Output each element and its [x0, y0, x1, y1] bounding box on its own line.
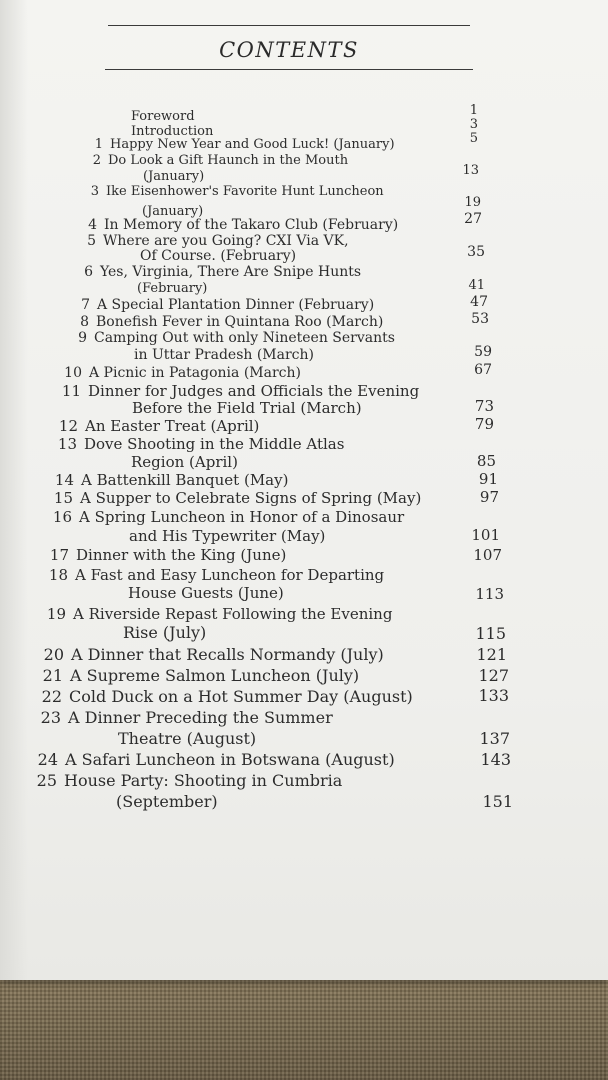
- chapter-number: 10: [64, 365, 82, 381]
- page-number: 27: [464, 211, 482, 227]
- chapter-title: (February): [137, 281, 208, 296]
- chapter-number: 9: [78, 330, 87, 346]
- page-number: 67: [474, 362, 492, 378]
- chapter-title: A Supper to Celebrate Signs of Spring (May): [80, 489, 422, 507]
- toc-entry: [39, 710, 333, 726]
- toc-entry: [47, 548, 286, 563]
- toc-entry: [68, 298, 374, 312]
- chapter-title: Yes, Virginia, There Are Snipe Hunts: [100, 264, 362, 280]
- chapter-title: Bonefish Fever in Quintana Roo (March): [96, 314, 384, 330]
- page-number: 107: [473, 546, 502, 564]
- toc-entry: [137, 282, 207, 295]
- page-number: 143: [480, 750, 511, 769]
- chapter-number: 4: [88, 217, 97, 233]
- page-number: 53: [471, 311, 489, 327]
- chapter-title: Introduction: [131, 124, 214, 139]
- chapter-number: 2: [92, 153, 101, 168]
- top-rule: [108, 25, 470, 26]
- chapter-number: 1: [94, 137, 103, 152]
- chapter-title: A Special Plantation Dinner (February): [97, 297, 375, 313]
- chapter-title: A Fast and Easy Luncheon for Departing: [75, 566, 385, 584]
- bottom-rule: [105, 69, 473, 70]
- page-number: 91: [478, 470, 498, 488]
- chapter-title: An Easter Treat (April): [85, 417, 260, 435]
- chapter-number: 15: [53, 489, 73, 507]
- chapter-number: 8: [80, 314, 89, 330]
- toc-entry: [123, 625, 206, 641]
- chapter-number: 13: [57, 435, 77, 453]
- page-number: 41: [468, 278, 485, 293]
- chapter-number: 22: [41, 687, 62, 706]
- chapter-title: A Dinner Preceding the Summer: [68, 708, 333, 727]
- toc-entry: [77, 185, 384, 198]
- page-number: 113: [475, 585, 504, 603]
- carpet-background: [0, 975, 608, 1080]
- chapter-title: A Safari Luncheon in Botswana (August): [65, 750, 395, 769]
- page-number: 115: [475, 624, 506, 643]
- chapter-number: 7: [81, 297, 90, 313]
- chapter-title: Foreword: [131, 109, 195, 124]
- chapter-title: and His Typewriter (May): [129, 527, 326, 545]
- chapter-title: Before the Field Trial (March): [132, 399, 362, 417]
- chapter-title: Theatre (August): [118, 729, 257, 748]
- page-number: 1: [469, 103, 478, 118]
- chapter-title: A Battenkill Banquet (May): [81, 471, 289, 489]
- toc-entry: [75, 218, 398, 232]
- toc-entry: [74, 234, 349, 248]
- page-number: 13: [462, 163, 479, 178]
- chapter-number: 14: [54, 471, 74, 489]
- toc-entry: [51, 491, 421, 506]
- toc-entry: [132, 401, 362, 416]
- toc-entry: [42, 647, 384, 663]
- page-number: 5: [469, 131, 478, 146]
- toc-entry: [52, 473, 288, 488]
- toc-entry: [134, 348, 314, 362]
- chapter-title: Dinner with the King (June): [76, 546, 287, 564]
- chapter-title: Of Course. (February): [140, 248, 297, 264]
- page-number: 35: [467, 244, 485, 260]
- chapter-number: 17: [49, 546, 69, 564]
- toc-entry: [81, 138, 395, 151]
- toc-entry: [79, 154, 348, 167]
- toc-entry: [55, 437, 344, 452]
- chapter-title: (September): [116, 792, 218, 811]
- chapter-title: in Uttar Pradesh (March): [134, 347, 314, 363]
- page-number: 101: [471, 526, 500, 544]
- toc-entry: [131, 110, 195, 123]
- chapter-number: 20: [43, 645, 64, 664]
- chapter-number: 21: [42, 666, 63, 685]
- toc-entry: [71, 265, 361, 279]
- chapter-title: (January): [142, 204, 204, 219]
- chapter-number: 19: [46, 605, 66, 623]
- toc-entry: [118, 731, 256, 747]
- page-number: 19: [464, 195, 481, 210]
- chapter-number: 3: [90, 184, 99, 199]
- toc-entry: [59, 384, 419, 399]
- contents-heading: CONTENTS: [219, 38, 359, 62]
- chapter-number: 23: [40, 708, 61, 727]
- chapter-title: Rise (July): [123, 623, 207, 642]
- chapter-title: Happy New Year and Good Luck! (January): [110, 137, 395, 152]
- toc-entry: [40, 689, 413, 705]
- page-number: 121: [476, 645, 507, 664]
- toc-entry: [65, 331, 395, 345]
- page-number: 151: [482, 792, 513, 811]
- chapter-number: 11: [61, 382, 81, 400]
- toc-entry: [143, 170, 204, 183]
- chapter-title: Do Look a Gift Haunch in the Mouth: [108, 153, 349, 168]
- chapter-number: 16: [52, 508, 72, 526]
- chapter-number: 6: [84, 264, 93, 280]
- chapter-number: 18: [48, 566, 68, 584]
- toc-entry: [50, 510, 404, 525]
- toc-entry: [36, 752, 395, 768]
- chapter-title: A Riverside Repast Following the Evening: [73, 605, 393, 623]
- chapter-title: House Guests (June): [128, 584, 284, 602]
- chapter-title: House Party: Shooting in Cumbria: [64, 771, 343, 790]
- chapter-title: (January): [143, 169, 205, 184]
- page-number: 133: [478, 686, 509, 705]
- toc-entry: [128, 586, 284, 601]
- chapter-number: 5: [87, 233, 96, 249]
- chapter-title: A Dinner that Recalls Normandy (July): [71, 645, 384, 664]
- chapter-title: Region (April): [131, 453, 238, 471]
- chapter-title: Where are you Going? CXI Via VK,: [103, 233, 349, 249]
- chapter-title: Camping Out with only Nineteen Servants: [94, 330, 395, 346]
- page-number: 97: [479, 488, 499, 506]
- toc-entry: [56, 419, 259, 434]
- toc-entry: [131, 455, 238, 470]
- page-number: 73: [474, 397, 494, 415]
- toc-entry: [60, 366, 301, 380]
- chapter-title: In Memory of the Takaro Club (February): [104, 217, 399, 233]
- page-number: 59: [474, 344, 492, 360]
- chapter-number: 24: [37, 750, 58, 769]
- toc-entry: [129, 529, 325, 544]
- toc-entry: [41, 668, 359, 684]
- chapter-title: A Supreme Salmon Luncheon (July): [70, 666, 360, 685]
- chapter-title: Ike Eisenhower's Favorite Hunt Luncheon: [106, 184, 384, 199]
- page-number: 137: [479, 729, 510, 748]
- chapter-title: Cold Duck on a Hot Summer Day (August): [69, 687, 413, 706]
- toc-entry: [44, 607, 392, 622]
- chapter-title: A Picnic in Patagonia (March): [89, 365, 301, 381]
- toc-entry: [35, 773, 342, 789]
- chapter-number: 12: [58, 417, 78, 435]
- toc-entry: [140, 249, 296, 263]
- page-number: 47: [470, 294, 488, 310]
- toc-entry: [46, 568, 384, 583]
- page-number: 3: [469, 117, 478, 132]
- page-gutter-shadow: [0, 0, 28, 980]
- chapter-title: Dinner for Judges and Officials the Evening: [88, 382, 420, 400]
- page-number: 127: [478, 666, 509, 685]
- toc-entry: [67, 315, 383, 329]
- toc-entry: [116, 794, 218, 810]
- page-number: 85: [476, 452, 496, 470]
- chapter-number: 25: [36, 771, 57, 790]
- chapter-title: A Spring Luncheon in Honor of a Dinosaur: [79, 508, 405, 526]
- page-number: 79: [474, 415, 494, 433]
- chapter-title: Dove Shooting in the Middle Atlas: [84, 435, 345, 453]
